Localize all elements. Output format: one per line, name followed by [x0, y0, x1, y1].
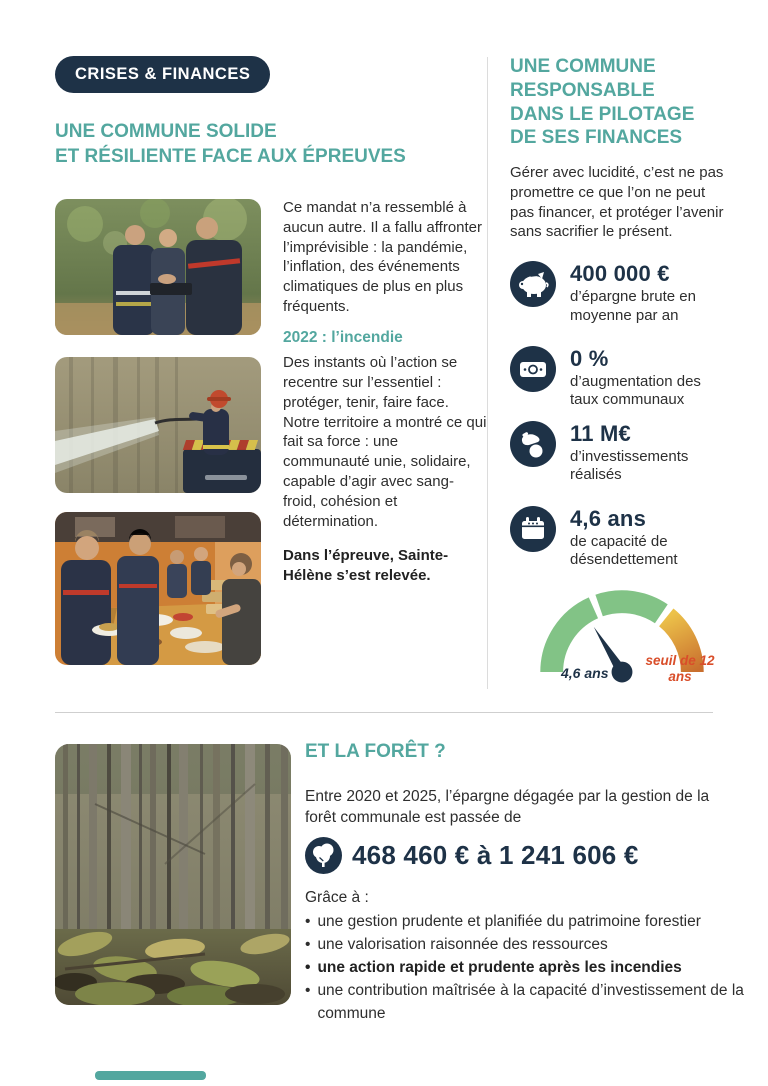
list-item: [305, 980, 745, 1026]
right-title-line3: DANS LE PILOTAGE: [510, 103, 695, 125]
section-badge: CRISES & FINANCES: [55, 56, 270, 93]
stat-debt-capacity: [510, 506, 724, 570]
fire-2022-subheading: 2022 : l’incendie: [283, 328, 403, 346]
mandate-intro-text: Ce mandat n’a ressemblé à aucun autre. Il a fallu affronter l’imprévisible : la pandémie, l’inflation, des événements climatiques de plus en plus fréquents.: [283, 199, 483, 315]
left-section-title: [55, 120, 406, 169]
footer-accent-bar: [95, 1071, 206, 1080]
forest-section: [305, 741, 747, 1026]
firefighter-hose-lift-photo: [55, 357, 261, 493]
forest-title: ET LA FORÊT ?: [305, 741, 446, 762]
stat-investments: [510, 421, 724, 485]
stat-savings-caption: d’épargne brute en moyenne par an: [570, 288, 696, 324]
stat-tax-rates-caption: d’augmentation des taux communaux: [570, 373, 701, 409]
gauge-value-label: 4,6 ans: [561, 665, 609, 681]
bullet-marker: •: [305, 959, 311, 977]
gauge-hub: [612, 662, 633, 683]
bullet-text: une gestion prudente et planifiée du patrimoine forestier: [317, 913, 701, 931]
right-title-line4: DE SES FINANCES: [510, 127, 683, 149]
finances-intro-text: Gérer avec lucidité, c’est ne pas promettre ce que l’on ne peut pas financer, et protéger l’avenir sans sacrifier le présent.: [510, 164, 724, 241]
forest-intro-text: Entre 2020 et 2025, l’épargne dégagée par la gestion de la forêt communale est passée de: [305, 788, 710, 826]
banknote-icon: [510, 346, 556, 392]
resilience-bold-text: Dans l’épreuve, Sainte-Hélène s’est relevée.: [283, 547, 449, 585]
bullet-marker: •: [305, 913, 311, 931]
forest-list-intro: Grâce à :: [305, 889, 369, 907]
stat-investments-value: 11 M€: [570, 420, 631, 446]
fire-2022-body-text: Des instants où l’action se recentre sur l’essentiel : protéger, tenir, faire face. Notre territoire a montré ce qui fait sa force : une communauté unie, solidaire, capable d’agir avec sang-froid, cohésion et détermination.: [283, 354, 487, 530]
stat-debt-capacity-value: 4,6 ans: [570, 505, 647, 531]
list-item: [305, 934, 745, 957]
stat-investments-caption: d’investissements réalisés: [570, 447, 689, 484]
forest-amount-row: [305, 837, 747, 874]
stat-tax-rates: [510, 346, 724, 410]
forest-bullet-list: [305, 911, 745, 1026]
gauge-threshold-label: seuil de 12 ans: [645, 653, 715, 684]
stat-savings: [510, 261, 724, 325]
list-item: [305, 911, 745, 934]
communal-forest-photo: [55, 744, 291, 1005]
left-text-column: [283, 198, 487, 586]
hand-coin-icon: [510, 421, 556, 467]
horizontal-divider: [55, 712, 713, 713]
firefighters-buffet-photo: [55, 512, 261, 665]
calendar-icon: [510, 506, 556, 552]
firefighters-briefing-photo: [55, 199, 261, 335]
bullet-text: une valorisation raisonnée des ressources: [317, 936, 608, 954]
forest-amount-value: 468 460 € à 1 241 606 €: [352, 840, 639, 871]
left-title-line2: ET RÉSILIENTE FACE AUX ÉPREUVES: [55, 145, 406, 167]
stat-debt-capacity-caption: de capacité de désendettement: [570, 532, 678, 569]
bullet-text: une action rapide et prudente après les incendies: [317, 959, 682, 977]
left-title-line1: UNE COMMUNE SOLIDE: [55, 121, 277, 142]
right-section-title: [510, 55, 724, 150]
right-title-line1: UNE COMMUNE: [510, 56, 656, 77]
piggy-bank-icon: [510, 261, 556, 307]
stat-tax-rates-value: 0 %: [570, 345, 609, 371]
list-item: [305, 957, 745, 980]
stat-savings-value: 400 000 €: [570, 261, 670, 287]
vertical-divider: [487, 57, 488, 689]
bullet-text: une contribution maîtrisée à la capacité d’investissement de la commune: [317, 982, 744, 1022]
right-title-line2: RESPONSABLE: [510, 79, 655, 101]
bullet-marker: •: [305, 982, 311, 1000]
debt-gauge-chart: [527, 577, 717, 695]
bullet-marker: •: [305, 936, 311, 954]
finances-column: [510, 55, 724, 569]
tree-icon: [305, 837, 342, 874]
